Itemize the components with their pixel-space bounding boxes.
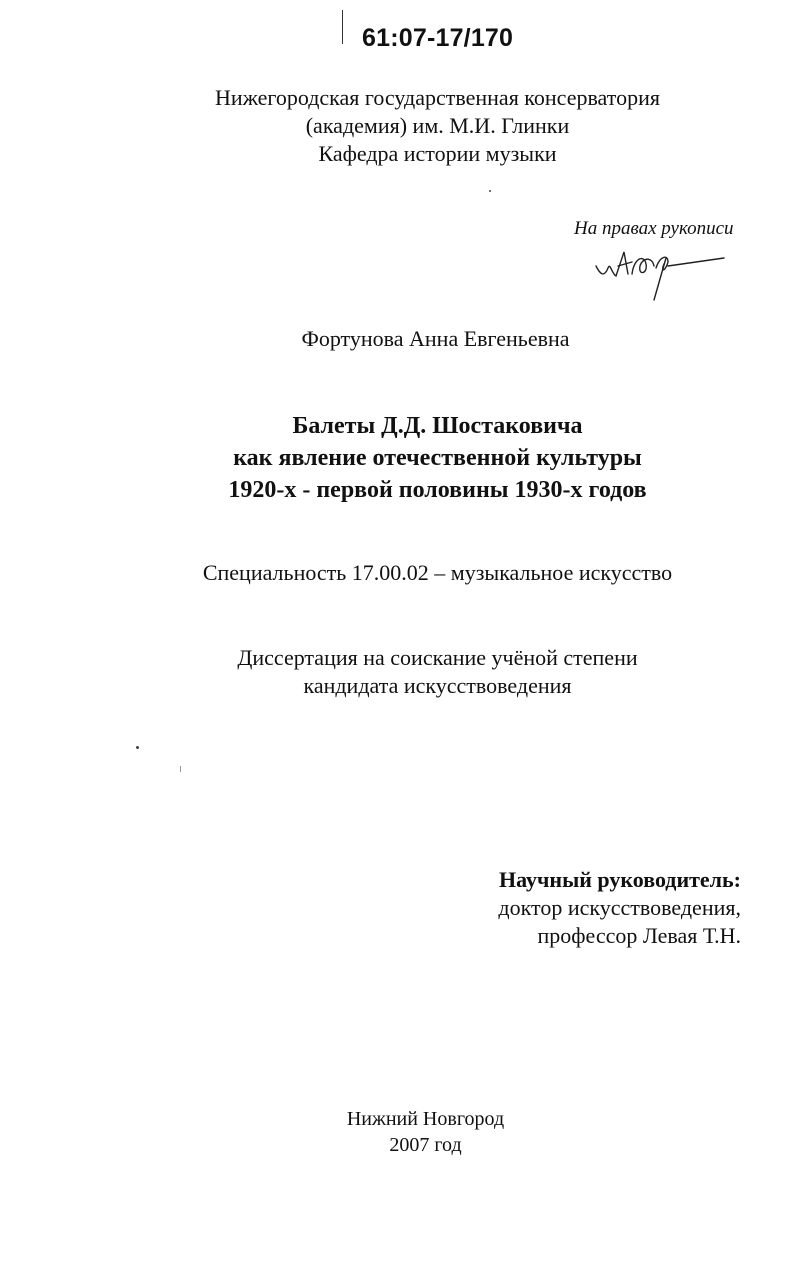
title-line: Балеты Д.Д. Шостаковича [292, 413, 583, 439]
institution-academy: (академия) им. М.И. Глинки [305, 113, 570, 138]
rights-note: На правах рукописи [574, 218, 734, 239]
supervisor-heading: Научный руководитель: [499, 867, 741, 892]
specialty-line: Специальность 17.00.02 – музыкальное искусство [202, 560, 673, 585]
scan-speck [180, 766, 181, 772]
dissertation-title [38, 410, 799, 506]
institution-block [38, 84, 799, 168]
scan-speck [136, 746, 139, 749]
degree-block [38, 644, 799, 700]
year: 2007 год [389, 1134, 462, 1156]
place-date-block [26, 1106, 799, 1158]
degree-line: Диссертация на соискание учёной степени [237, 645, 638, 670]
handwritten-signature [594, 244, 734, 304]
title-line: 1920-х - первой половины 1930-х годов [228, 477, 647, 503]
institution-name: Нижегородская государственная консерватория [215, 85, 660, 110]
archive-stamp-code: 61:07-17/170 [362, 24, 514, 52]
stamp-tick-mark [342, 10, 343, 44]
city: Нижний Новгород [346, 1108, 505, 1130]
title-line: как явление отечественной культуры [233, 445, 642, 471]
department-name: Кафедра истории музыки [318, 141, 557, 166]
author-name: Фортунова Анна Евгеньевна [301, 326, 570, 351]
supervisor-block [498, 866, 741, 950]
degree-line: кандидата искусствоведения [303, 673, 572, 698]
supervisor-name: профессор Левая Т.Н. [537, 923, 741, 948]
supervisor-degree: доктор искусствоведения, [498, 895, 741, 920]
scan-speck [489, 190, 491, 192]
